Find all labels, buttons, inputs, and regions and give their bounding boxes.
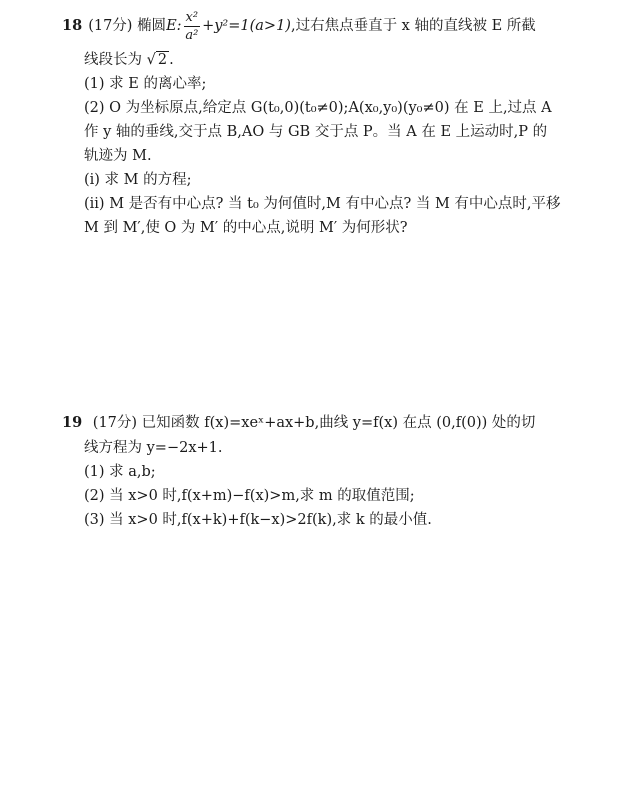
ellipse-fraction: [184, 11, 201, 42]
problem-number: 18: [62, 17, 83, 34]
question-1: (1) 求 a,b;: [84, 464, 156, 480]
line2-end: .: [169, 52, 174, 68]
question-2-ii-line-1: (ii) M 是否有中心点? 当 t₀ 为何值时,M 有中心点? 当 M 有中心点时,平移: [84, 196, 561, 212]
sqrt-sign: √: [146, 52, 156, 68]
intro-tail: ,过右焦点垂直于 x 轴的直线被 E 所截: [290, 18, 536, 34]
ellipse-equation-rest: +y²=1(a>1): [202, 18, 291, 34]
question-2-i: (i) 求 M 的方程;: [84, 172, 192, 188]
question-3: (3) 当 x>0 时,f(x+k)+f(k−x)>2f(k),求 k 的最小值.: [84, 512, 432, 528]
question-2-line-2: 作 y 轴的垂线,交于点 B,AO 与 GB 交于点 P。当 A 在 E 上运动时,P 的: [84, 124, 548, 140]
problem-points: (17分): [88, 18, 133, 34]
problem-19-statement-line-2: 线方程为 y=−2x+1.: [84, 440, 223, 456]
problem-18-statement-line-2: [62, 48, 602, 72]
problem-number: 19: [62, 414, 83, 431]
problem-18: [62, 4, 602, 240]
line2-text: 线段长为: [84, 52, 142, 68]
question-2-line-1: (2) O 为坐标原点,给定点 G(t₀,0)(t₀≠0);A(x₀,y₀)(y₀≠0) 在 E 上,过点 A: [84, 100, 552, 116]
fraction-numerator: x²: [185, 9, 199, 25]
problem-19-statement-line-1: [62, 410, 602, 436]
intro-lead: 椭圆: [137, 18, 167, 34]
question-2-line-3: 轨迹为 M.: [84, 148, 152, 164]
ellipse-name: E:: [166, 18, 182, 34]
problem-18-statement-line-1: [62, 4, 602, 48]
question-1: (1) 求 E 的离心率;: [84, 76, 207, 92]
question-2: (2) 当 x>0 时,f(x+m)−f(x)>m,求 m 的取值范围;: [84, 488, 415, 504]
problem-19-line-1-text: (17分) 已知函数 f(x)=xeˣ+ax+b,曲线 y=f(x) 在点 (0,f(0)) 处的切: [92, 415, 536, 431]
question-2-ii-line-2: M 到 M′,使 O 为 M′ 的中心点,说明 M′ 为何形状?: [84, 220, 408, 236]
problem-19: [62, 410, 602, 532]
fraction-denominator: a²: [185, 27, 199, 43]
sqrt-value: 2: [157, 52, 168, 68]
